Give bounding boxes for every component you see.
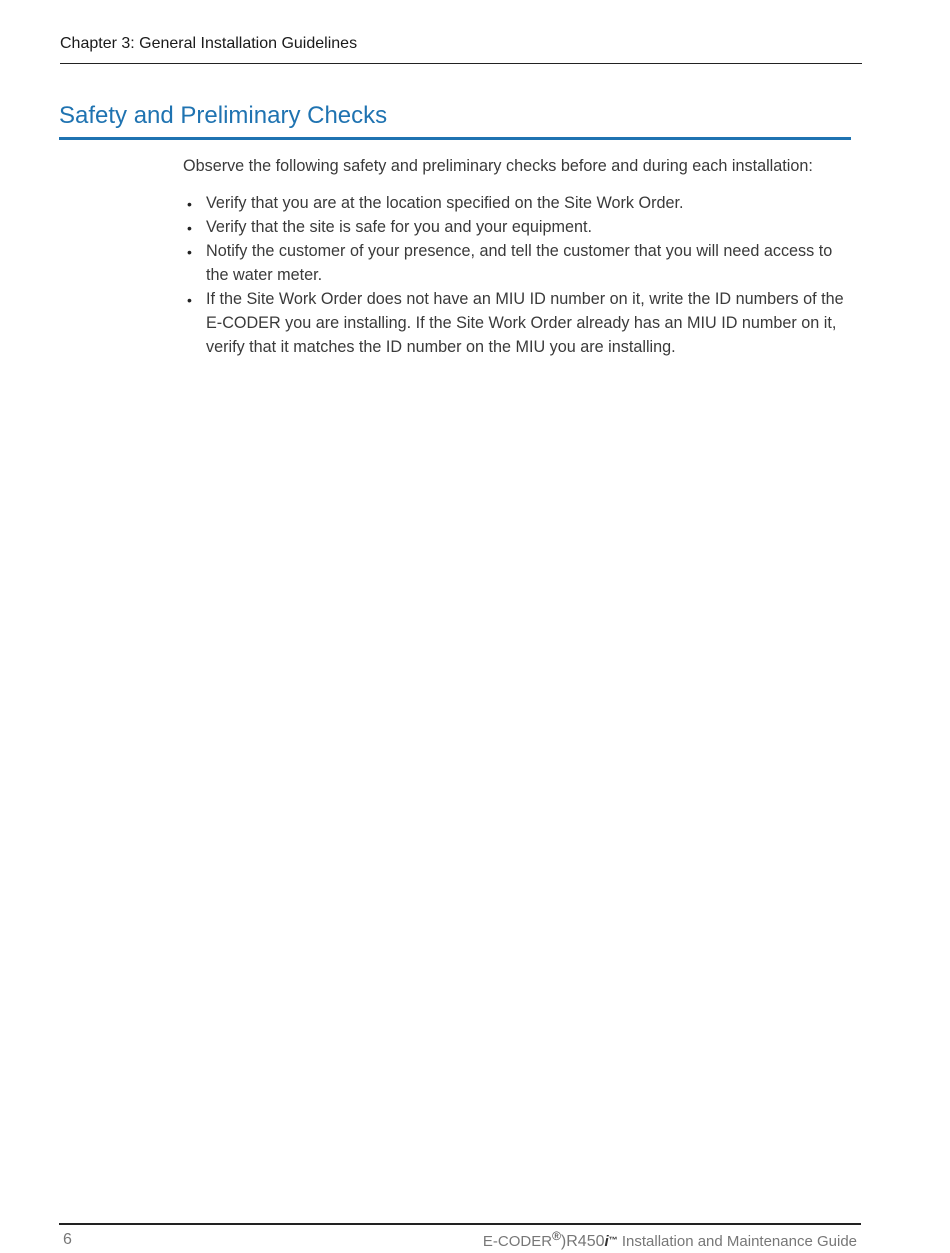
list-item-text: Verify that the site is safe for you and your equipment. xyxy=(206,218,593,236)
registered-mark: ® xyxy=(552,1229,561,1243)
bullet-icon: • xyxy=(187,196,192,212)
product-model: )R450 xyxy=(560,1233,605,1250)
list-item-text: Notify the customer of your presence, and tell the customer that you will need access to the water meter. xyxy=(206,242,833,284)
footer-rule xyxy=(59,1223,861,1225)
bullet-icon: • xyxy=(187,292,192,308)
safety-checklist xyxy=(183,191,853,359)
section-title-rule xyxy=(59,137,851,140)
product-suffix: i xyxy=(604,1233,609,1250)
list-item xyxy=(183,215,853,239)
list-item-text: If the Site Work Order does not have an MIU ID number on it, write the ID numbers of the E-CODER you are installing. If the Site Work Order already has an MIU ID number on it, verify that it matches the ID number on the MIU you are installing. xyxy=(206,290,844,356)
bullet-icon: • xyxy=(187,220,192,236)
list-item xyxy=(183,239,853,287)
section-title: Safety and Preliminary Checks xyxy=(59,102,388,129)
footer-guide-title xyxy=(483,1229,857,1253)
product-prefix: E-CODER xyxy=(482,1233,553,1250)
page-number: 6 xyxy=(63,1231,72,1248)
list-item xyxy=(183,191,853,215)
guide-title-text: Installation and Maintenance Guide xyxy=(617,1233,857,1250)
trademark-mark: ™ xyxy=(608,1235,618,1245)
list-item-text: Verify that you are at the location specified on the Site Work Order. xyxy=(206,194,684,212)
intro-paragraph: Observe the following safety and preliminary checks before and during each installation: xyxy=(183,157,813,175)
bullet-icon: • xyxy=(187,244,192,260)
running-header xyxy=(60,34,862,64)
chapter-title: Chapter 3: General Installation Guidelines xyxy=(60,35,358,52)
list-item xyxy=(183,287,853,359)
